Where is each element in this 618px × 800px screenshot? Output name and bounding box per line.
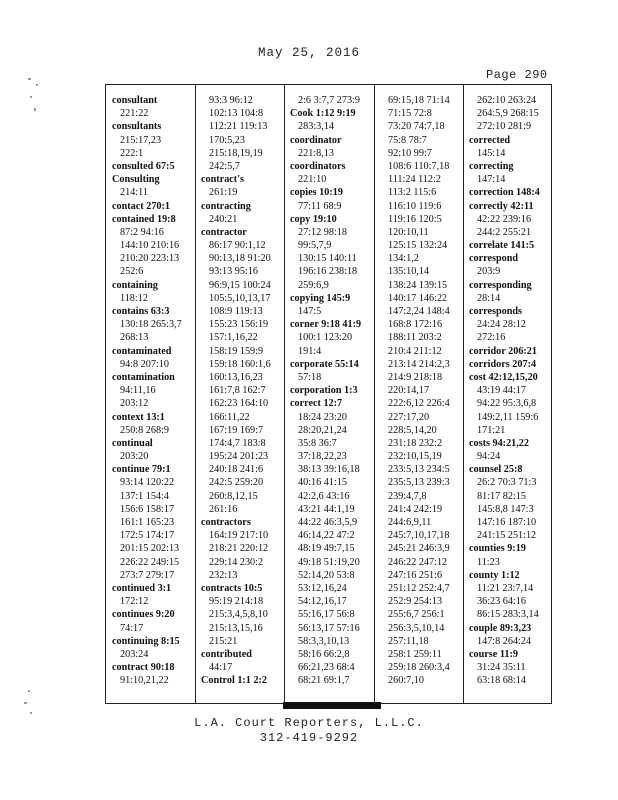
index-reference: 244:2 255:21: [477, 226, 532, 238]
index-reference: 66:21,23 68:4: [298, 662, 355, 674]
index-reference: 250:8 268:9: [120, 424, 169, 436]
index-term: consulted 67:5: [112, 160, 175, 172]
index-reference: 91:10,21,22: [120, 675, 169, 687]
index-reference: 203:20: [120, 451, 149, 463]
index-reference: 108:6 110:7,18: [388, 160, 450, 172]
index-reference: 215:21: [209, 635, 238, 647]
scan-speck: [34, 108, 36, 111]
index-reference: 26:2 70:3 71:3: [477, 477, 537, 489]
index-reference: 195:24 201:23: [209, 451, 269, 463]
index-reference: 147:8 264:24: [477, 635, 532, 647]
index-term: contained 19:8: [112, 213, 176, 225]
index-term: Consulting: [112, 174, 160, 186]
index-term: continual: [112, 437, 153, 449]
index-reference: 174:4,7 183:8: [209, 437, 266, 449]
index-reference: 158:19 159:9: [209, 345, 264, 357]
index-reference: 203:12: [120, 398, 149, 410]
index-term: corner 9:18 41:9: [290, 319, 362, 331]
index-column-4: [380, 94, 466, 687]
index-term: continuing 8:15: [112, 635, 180, 647]
index-term: contributed: [201, 648, 252, 660]
index-reference: 251:12 252:4,7: [388, 582, 450, 594]
index-reference: 38:13 39:16,18: [298, 464, 360, 476]
scan-speck: [30, 96, 32, 98]
index-reference: 214:11: [120, 187, 148, 199]
index-reference: 46:14,22 47:2: [298, 530, 355, 542]
index-term: context 13:1: [112, 411, 165, 423]
index-reference: 105:5,10,13,17: [209, 292, 271, 304]
index-reference: 43:21 44:1,19: [298, 503, 355, 515]
index-reference: 69:15,18 71:14: [388, 95, 450, 106]
index-reference: 260:7,10: [388, 675, 424, 687]
index-reference: 201:15 202:13: [120, 543, 180, 555]
index-reference: 44:17: [209, 662, 233, 674]
index-reference: 235:5,13 239:3: [388, 477, 450, 489]
scan-speck: [24, 702, 27, 704]
index-reference: 166:11,22: [209, 411, 250, 423]
index-reference: 218:21 220:12: [209, 543, 269, 555]
index-reference: 96:9,15 100:24: [209, 279, 271, 291]
index-reference: 53:12,16,24: [298, 582, 347, 594]
index-term: continues 9:20: [112, 609, 175, 621]
index-reference: 155:23 156:19: [209, 319, 269, 331]
index-reference: 58:3,3,10,13: [298, 635, 350, 647]
index-term: corridors 207:4: [469, 358, 537, 370]
index-reference: 203:9: [477, 266, 501, 278]
index-reference: 272:10 281:9: [477, 121, 532, 133]
index-term: correcting: [469, 160, 514, 172]
index-reference: 94:22 95:3,6,8: [477, 398, 537, 410]
index-reference: 156:6 158:17: [120, 503, 175, 515]
index-reference: 68:21 69:1,7: [298, 675, 350, 687]
index-reference: 81:17 82:15: [477, 490, 526, 502]
index-reference: 231:18 232:2: [388, 437, 443, 449]
index-reference: 40:16 41:15: [298, 477, 347, 489]
index-reference: 168:8 172:16: [388, 319, 443, 331]
index-reference: 31:24 35:11: [477, 662, 526, 674]
index-reference: 130:18 265:3,7: [120, 319, 182, 331]
index-term: Cook 1:12 9:19: [290, 108, 356, 120]
index-reference: 196:16 238:18: [298, 266, 358, 278]
index-reference: 210:4 211:12: [388, 345, 442, 357]
index-term: consultant: [112, 95, 158, 106]
index-reference: 37:18,22,23: [298, 451, 347, 463]
index-reference: 228:5,14,20: [388, 424, 437, 436]
header-date: May 25, 2016: [257, 46, 360, 60]
index-column-2: [201, 94, 287, 687]
index-reference: 28:20,21,24: [298, 424, 347, 436]
index-reference: 242:5,7: [209, 160, 240, 172]
index-reference: 164:19 217:10: [209, 530, 269, 542]
index-term: contractor: [201, 226, 247, 238]
index-reference: 252:9 254:13: [388, 596, 443, 608]
index-term: corresponds: [469, 306, 523, 317]
index-term: containing: [112, 279, 158, 291]
index-reference: 215:18,19,19: [209, 147, 263, 159]
index-reference: 245:21 246:3,9: [388, 543, 450, 555]
index-reference: 227:17,20: [388, 411, 430, 423]
index-term: contracts 10:5: [201, 582, 263, 594]
index-reference: 11:23: [477, 556, 500, 568]
index-reference: 215:17,23: [120, 134, 162, 146]
index-term: course 11:9: [469, 648, 518, 660]
index-reference: 27:12 98:18: [298, 226, 347, 238]
index-reference: 102:13 104:8: [209, 108, 264, 120]
index-term: contamination: [112, 371, 175, 383]
index-term: cost 42:12,15,20: [469, 371, 538, 383]
index-term: contaminated: [112, 345, 172, 357]
index-reference: 112:21 119:13: [209, 121, 268, 133]
index-reference: 54:12,16,17: [298, 596, 347, 608]
index-term: correspond: [469, 253, 519, 265]
index-term: contract 90:18: [112, 662, 175, 674]
index-reference: 149:2,11 159:6: [477, 411, 539, 423]
index-reference: 100:1 123:20: [298, 332, 353, 344]
index-column-3: [290, 94, 376, 687]
index-term: correction 148:4: [469, 187, 540, 199]
index-reference: 111:24 112:2: [388, 174, 441, 186]
index-reference: 242:5 259:20: [209, 477, 264, 489]
index-reference: 94:24: [477, 451, 501, 463]
index-reference: 256:3,5,10,14: [388, 622, 445, 634]
index-reference: 24:24 28:12: [477, 319, 526, 331]
index-reference: 241:4 242:19: [388, 503, 443, 515]
index-reference: 77:11 68:9: [298, 200, 342, 212]
index-reference: 188:11 203:2: [388, 332, 442, 344]
index-reference: 215:13,15,16: [209, 622, 263, 634]
index-reference: 252:6: [120, 266, 144, 278]
index-reference: 28:14: [477, 292, 501, 304]
footer-phone: 312-419-9292: [259, 731, 359, 745]
index-reference: 147:16 187:10: [477, 517, 537, 528]
index-reference: 203:24: [120, 648, 149, 660]
index-reference: 273:7 279:17: [120, 569, 175, 581]
index-term: corrected: [469, 134, 511, 146]
index-reference: 42:22 239:16: [477, 213, 532, 225]
index-reference: 241:15 251:12: [477, 530, 537, 542]
index-term: corridor 206:21: [469, 345, 537, 357]
scan-speck: [30, 712, 32, 714]
index-reference: 232:13: [209, 569, 238, 581]
index-reference: 160:13,16,23: [209, 371, 263, 383]
index-reference: 233:5,13 234:5: [388, 464, 450, 476]
index-reference: 63:18 68:14: [477, 675, 526, 687]
index-reference: 93:3 96:12: [209, 95, 253, 106]
index-term: copy 19:10: [290, 213, 337, 225]
index-reference: 99:5,7,9: [298, 240, 332, 252]
index-reference: 226:22 249:15: [120, 556, 180, 568]
index-reference: 240:18 241:6: [209, 464, 264, 476]
index-term: costs 94:21,22: [469, 437, 529, 449]
index-reference: 172:5 174:17: [120, 530, 175, 542]
index-reference: 171:21: [477, 424, 506, 436]
index-reference: 86:17 90:1,12: [209, 240, 266, 252]
index-reference: 52:14,20 53:8: [298, 569, 355, 581]
index-reference: 42:2,6 43:16: [298, 490, 350, 502]
index-reference: 240:21: [209, 213, 238, 225]
index-reference: 161:1 165:23: [120, 517, 175, 528]
index-reference: 222:1: [120, 147, 144, 159]
index-term: correct 12:7: [290, 398, 343, 410]
index-term: contractors: [201, 517, 251, 528]
scan-speck: [36, 84, 38, 86]
index-reference: 18:24 23:20: [298, 411, 347, 423]
index-reference: 57:18: [298, 371, 322, 383]
index-term: corporate 55:14: [290, 358, 359, 370]
index-reference: 75:8 78:7: [388, 134, 427, 146]
index-reference: 145:14: [477, 147, 506, 159]
index-term: copying 145:9: [290, 292, 351, 304]
page-number: Page 290: [486, 68, 548, 82]
scan-speck: [28, 690, 30, 692]
index-reference: 119:16 120:5: [388, 213, 442, 225]
index-reference: 261:19: [209, 187, 238, 199]
index-term: coordinators: [290, 160, 346, 172]
index-reference: 247:16 251:6: [388, 569, 443, 581]
index-reference: 93:14 120:22: [120, 477, 175, 489]
index-reference: 268:13: [120, 332, 149, 344]
index-reference: 108:9 119:13: [209, 306, 263, 317]
index-reference: 260:8,12,15: [209, 490, 258, 502]
index-reference: 11:21 23:7,14: [477, 582, 534, 594]
index-reference: 140:17 146:22: [388, 292, 448, 304]
index-reference: 36:23 64:16: [477, 596, 526, 608]
index-reference: 35:8 36:7: [298, 437, 337, 449]
index-term: coordinator: [290, 134, 342, 146]
index-reference: 222:6,12 226:4: [388, 398, 450, 410]
index-reference: 221:10: [298, 174, 327, 186]
index-reference: 159:18 160:1,6: [209, 358, 271, 370]
index-reference: 264:5,9 268:15: [477, 108, 539, 120]
redaction-bar: [283, 702, 381, 709]
index-reference: 94:11,16: [120, 385, 156, 397]
index-reference: 262:10 263:24: [477, 95, 537, 106]
index-reference: 118:12: [120, 292, 148, 304]
index-reference: 43:19 44:17: [477, 385, 526, 397]
index-term: corporation 1:3: [290, 385, 358, 397]
index-term: contract's: [201, 174, 244, 186]
index-reference: 48:19 49:7,15: [298, 543, 355, 555]
index-term: couple 89:3,23: [469, 622, 532, 634]
index-reference: 90:13,18 91:20: [209, 253, 271, 265]
footer-company: L.A. Court Reporters, L.L.C.: [194, 716, 424, 730]
index-reference: 229:14 230:2: [209, 556, 264, 568]
index-term: contracting: [201, 200, 251, 212]
index-reference: 239:4,7,8: [388, 490, 427, 502]
index-column-1: [112, 94, 198, 687]
index-reference: 245:7,10,17,18: [388, 530, 450, 542]
index-term: contains 63:3: [112, 306, 170, 317]
index-reference: 94:8 207:10: [120, 358, 169, 370]
index-reference: 255:6,7 256:1: [388, 609, 445, 621]
index-reference: 161:7,8 162:7: [209, 385, 266, 397]
index-reference: 113:2 115:6: [388, 187, 437, 199]
index-reference: 145:8,8 147:3: [477, 503, 534, 515]
index-reference: 221:22: [120, 108, 149, 120]
index-reference: 73:20 74:7,18: [388, 121, 445, 133]
index-term: Control 1:1 2:2: [201, 675, 268, 687]
index-reference: 120:10,11: [388, 226, 429, 238]
scan-speck: [28, 78, 31, 80]
index-term: correctly 42:11: [469, 200, 534, 212]
index-term: counties 9:19: [469, 543, 526, 555]
index-reference: 74:17: [120, 622, 144, 634]
index-reference: 191:4: [298, 345, 322, 357]
index-reference: 258:1 259:11: [388, 648, 442, 660]
index-reference: 130:15 140:11: [298, 253, 357, 265]
index-reference: 134:1,2: [388, 253, 419, 265]
index-reference: 44:22 46:3,5,9: [298, 517, 358, 528]
index-reference: 259:18 260:3,4: [388, 662, 450, 674]
index-reference: 261:16: [209, 503, 238, 515]
index-reference: 213:14 214:2,3: [388, 358, 450, 370]
index-reference: 56:13,17 57:16: [298, 622, 360, 634]
index-reference: 147:2,24 148:4: [388, 306, 450, 317]
index-reference: 92:10 99:7: [388, 147, 432, 159]
index-reference: 210:20 223:13: [120, 253, 180, 265]
index-table: [105, 84, 552, 704]
index-reference: 144:10 210:16: [120, 240, 180, 252]
index-reference: 259:6,9: [298, 279, 329, 291]
index-reference: 125:15 132:24: [388, 240, 448, 252]
index-reference: 87:2 94:16: [120, 226, 164, 238]
index-term: continue 79:1: [112, 464, 171, 476]
index-term: consultants: [112, 121, 162, 133]
index-reference: 232:10,15,19: [388, 451, 442, 463]
index-reference: 170:5,23: [209, 134, 245, 146]
index-reference: 71:15 72:8: [388, 108, 432, 120]
index-reference: 167:19 169:7: [209, 424, 264, 436]
index-reference: 257:11,18: [388, 635, 429, 647]
index-reference: 116:10 119:6: [388, 200, 442, 212]
index-reference: 162:23 164:10: [209, 398, 269, 410]
index-reference: 172:12: [120, 596, 149, 608]
index-reference: 244:6,9,11: [388, 517, 432, 528]
index-reference: 220:14,17: [388, 385, 430, 397]
index-reference: 138:24 139:15: [388, 279, 448, 291]
index-reference: 221:8,13: [298, 147, 334, 159]
index-reference: 147:5: [298, 306, 322, 317]
index-column-5: [469, 94, 555, 687]
index-term: contact 270:1: [112, 200, 170, 212]
index-reference: 157:1,16,22: [209, 332, 258, 344]
index-term: copies 10:19: [290, 187, 343, 199]
index-reference: 214:9 218:18: [388, 371, 443, 383]
index-reference: 135:10,14: [388, 266, 430, 278]
index-reference: 55:16,17 56:8: [298, 609, 355, 621]
index-reference: 215:3,4,5,8,10: [209, 609, 268, 621]
index-reference: 147:14: [477, 174, 506, 186]
index-reference: 2:6 3:7,7 273:9: [298, 95, 360, 106]
index-term: counsel 25:8: [469, 464, 523, 476]
index-reference: 58:16 66:2,8: [298, 648, 350, 660]
index-term: correlate 141:5: [469, 240, 535, 252]
index-reference: 283:3,14: [298, 121, 334, 133]
index-reference: 272:16: [477, 332, 506, 344]
index-term: county 1:12: [469, 569, 520, 581]
index-reference: 86:15 283:3,14: [477, 609, 539, 621]
index-reference: 95:19 214:18: [209, 596, 264, 608]
index-reference: 246:22 247:12: [388, 556, 448, 568]
index-reference: 93:13 95:16: [209, 266, 258, 278]
index-term: corresponding: [469, 279, 532, 291]
index-term: continued 3:1: [112, 582, 172, 594]
index-reference: 49:18 51:19,20: [298, 556, 360, 568]
index-reference: 137:1 154:4: [120, 490, 169, 502]
